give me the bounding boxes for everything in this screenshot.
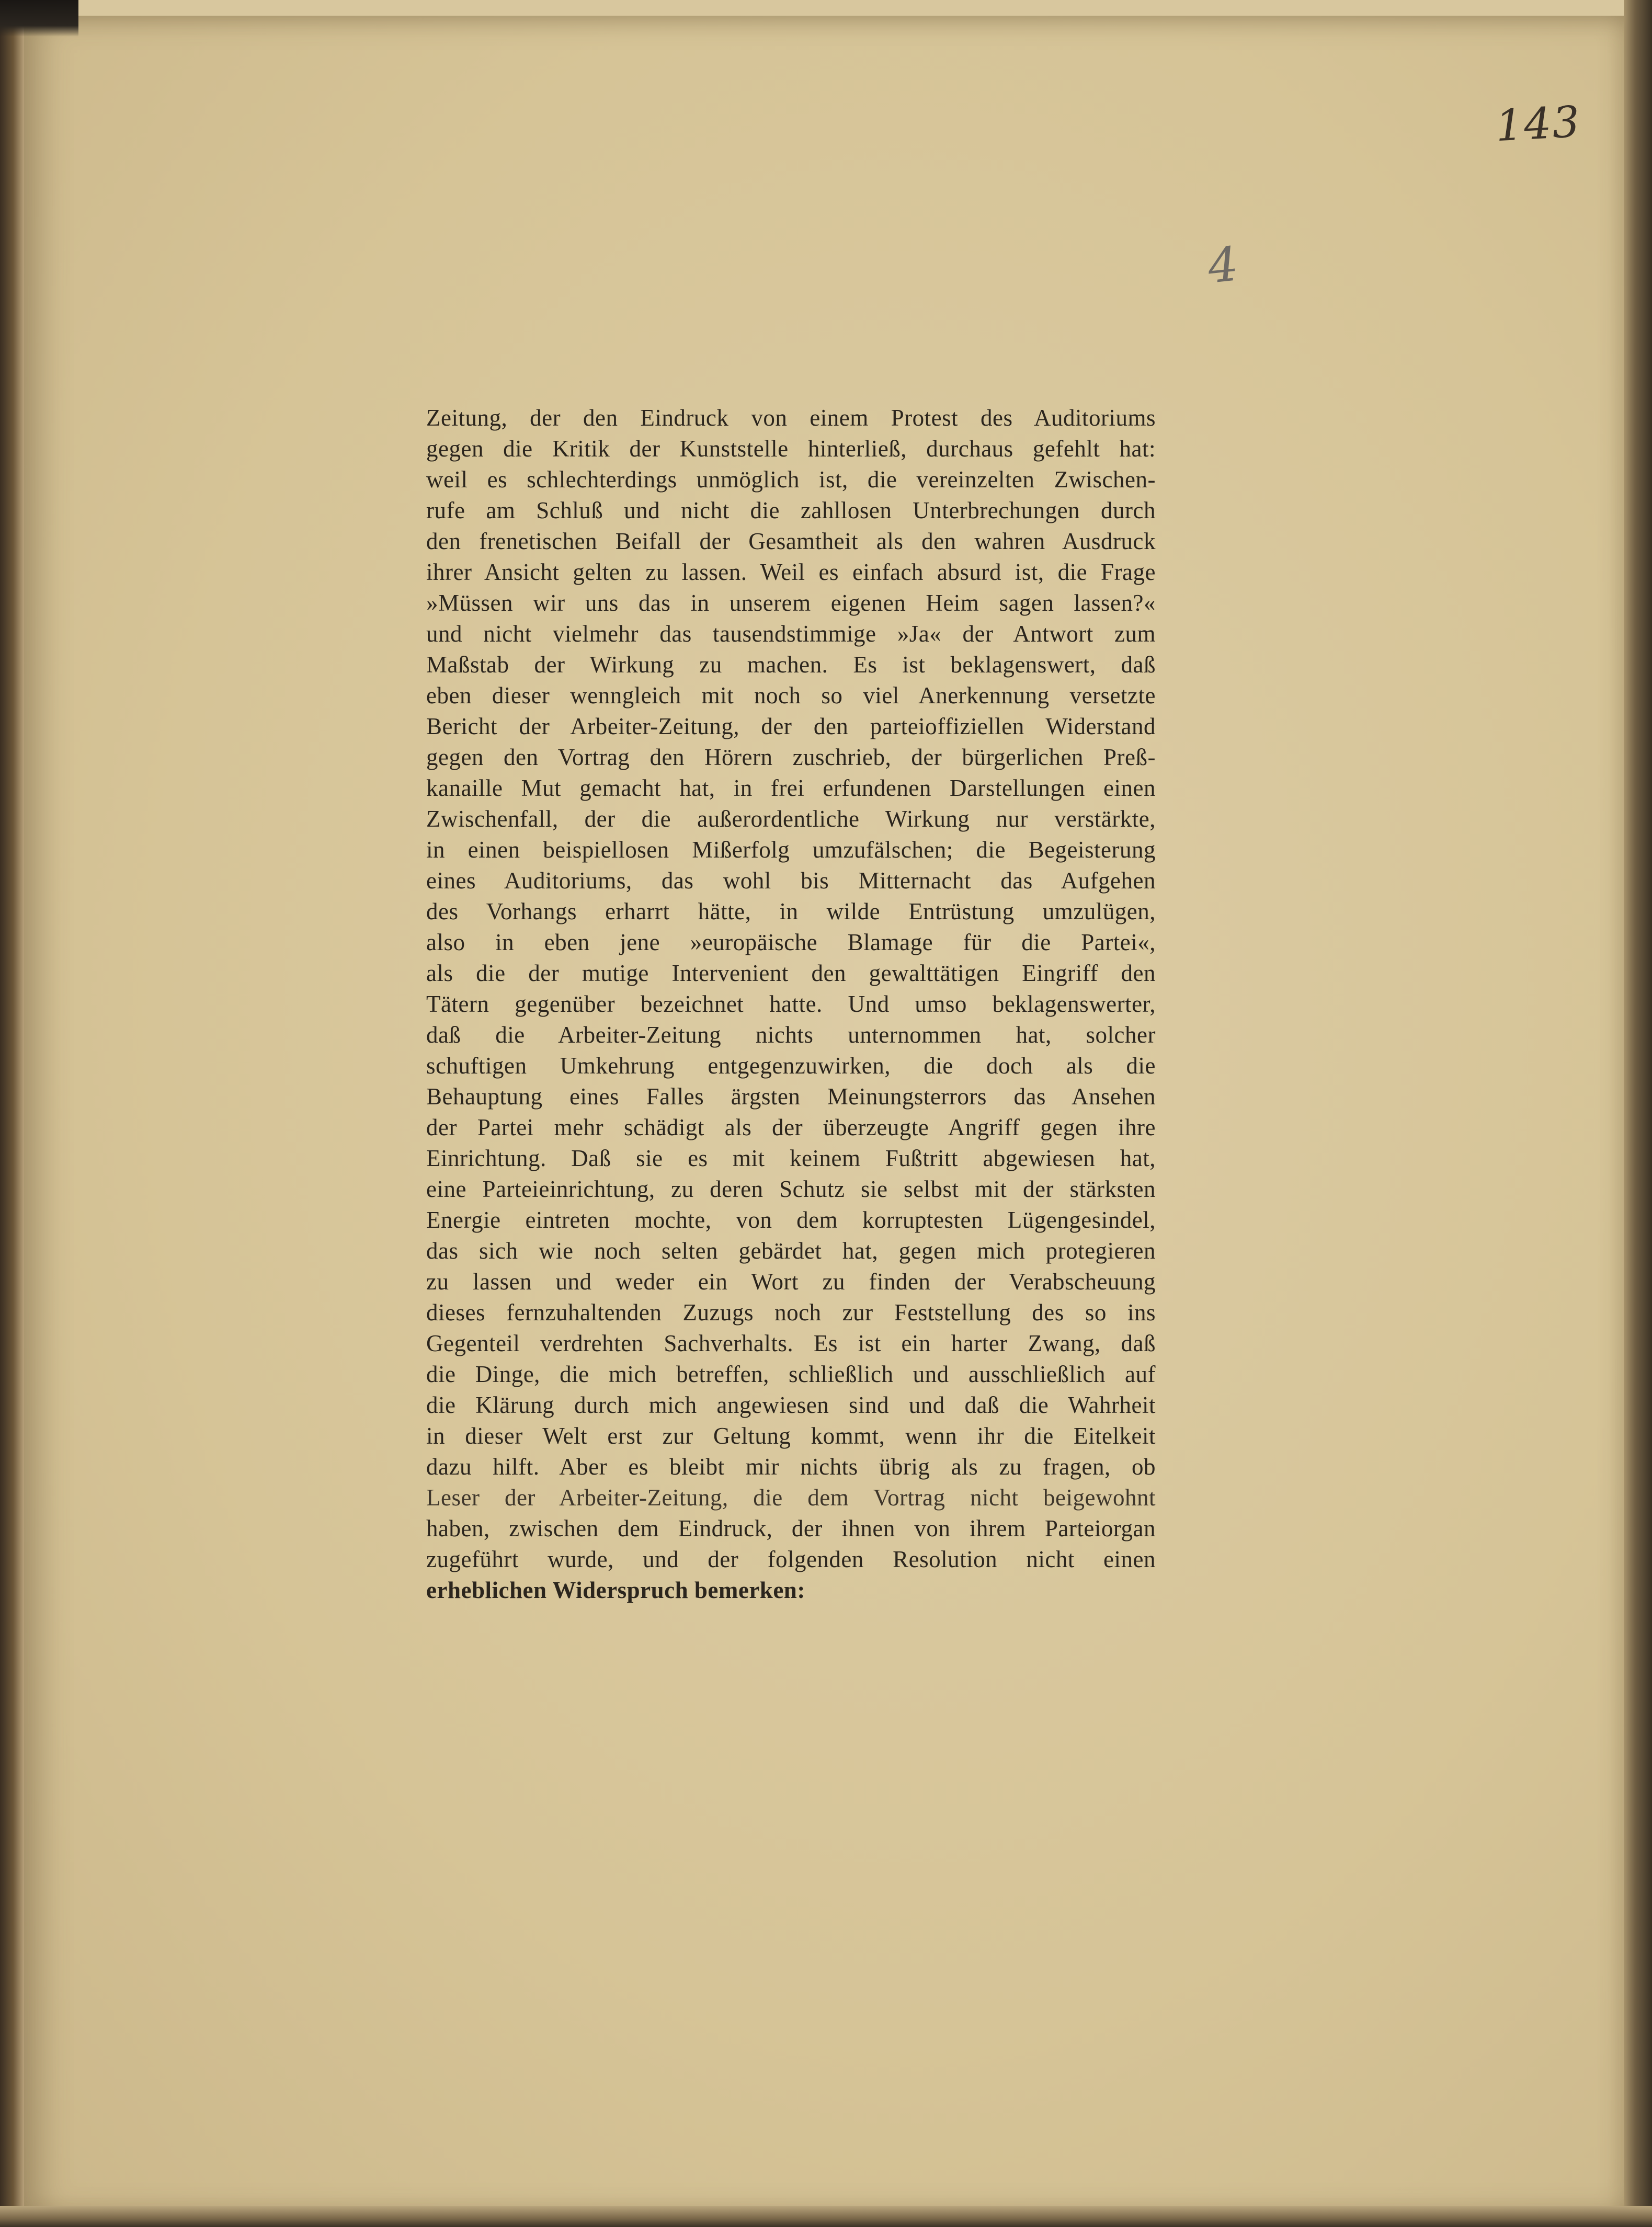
text-line: Zeitung, der den Eindruck von einem Protest des Auditoriums [426,405,1156,431]
book-binding [0,0,24,2227]
handwritten-leaf-mark: 4 [1205,236,1241,294]
text-line: Einrichtung. Daß sie es mit keinem Fußtritt abgewiesen hat, [426,1145,1156,1171]
text-line: eben dieser wenngleich mit noch so viel Anerkennung versetzte [426,682,1156,709]
text-line: der Partei mehr schädigt als der überzeugte Angriff gegen ihre [426,1114,1156,1140]
text-line: in dieser Welt erst zur Geltung kommt, wenn ihr die Eitelkeit [426,1423,1156,1449]
text-line: dieses fernzuhaltenden Zuzugs noch zur Feststellung des so ins [426,1299,1156,1326]
text-line: in einen beispiellosen Mißerfolg umzufälschen; die Begeisterung [426,837,1156,863]
body-text [426,403,1156,1606]
text-line: die Klärung durch mich angewiesen sind und daß die Wahrheit [426,1392,1156,1418]
text-line: kanaille Mut gemacht hat, in frei erfundenen Darstellungen einen [426,775,1156,801]
text-line: den frenetischen Beifall der Gesamtheit als den wahren Ausdruck [426,528,1156,554]
text-line: die Dinge, die mich betreffen, schließlich und ausschließlich auf [426,1361,1156,1387]
text-line: schuftigen Umkehrung entgegenzuwirken, die doch als die [426,1053,1156,1079]
text-line: des Vorhangs erharrt hätte, in wilde Entrüstung umzulügen, [426,898,1156,924]
text-line: ihrer Ansicht gelten zu lassen. Weil es einfach absurd ist, die Frage [426,559,1156,585]
text-line: zugeführt wurde, und der folgenden Resolution nicht einen [426,1546,1156,1572]
text-line: Energie eintreten mochte, von dem korruptesten Lügengesindel, [426,1207,1156,1233]
text-line: eines Auditoriums, das wohl bis Mitternacht das Aufgehen [426,867,1156,894]
text-line: gegen die Kritik der Kunststelle hinterließ, durchaus gefehlt hat: [426,436,1156,462]
text-line: gegen den Vortrag den Hörern zuschrieb, der bürgerlichen Preß- [426,744,1156,770]
text-line: Zwischenfall, der die außerordentliche Wirkung nur verstärkte, [426,806,1156,832]
text-line: also in eben jene »europäische Blamage für die Partei«, [426,929,1156,955]
text-line: eine Parteieinrichtung, zu deren Schutz sie selbst mit der stärksten [426,1176,1156,1202]
text-line: Bericht der Arbeiter-Zeitung, der den parteioffiziellen Widerstand [426,713,1156,739]
text-line-final: erheblichen Widerspruch bemerken: [426,1577,805,1603]
text-line: Maßstab der Wirkung zu machen. Es ist beklagenswert, daß [426,652,1156,678]
text-line: als die der mutige Intervenient den gewalttätigen Eingriff den [426,960,1156,986]
text-line: rufe am Schluß und nicht die zahllosen Unterbrechungen durch [426,497,1156,523]
page-edge-right [1624,0,1652,2227]
text-line: Gegenteil verdrehten Sachverhalts. Es ist ein harter Zwang, daß [426,1330,1156,1356]
text-line: das sich wie noch selten gebärdet hat, gegen mich protegieren [426,1238,1156,1264]
text-line: »Müssen wir uns das in unserem eigenen Heim sagen lassen?« [426,590,1156,616]
text-line: weil es schlechterdings unmöglich ist, die vereinzelten Zwischen- [426,466,1156,493]
text-line: und nicht vielmehr das tausendstimmige »Ja« der Antwort zum [426,621,1156,647]
text-line: dazu hilft. Aber es bleibt mir nichts übrig als zu fragen, ob [426,1454,1156,1480]
text-line: haben, zwischen dem Eindruck, der ihnen von ihrem Parteiorgan [426,1515,1156,1541]
text-line: daß die Arbeiter-Zeitung nichts unternommen hat, solcher [426,1022,1156,1048]
text-line: Behauptung eines Falles ärgsten Meinungsterrors das Ansehen [426,1083,1156,1110]
handwritten-folio-number: 143 [1494,97,1582,152]
text-line: zu lassen und weder ein Wort zu finden der Verabscheuung [426,1269,1156,1295]
binding-corner [0,0,78,37]
text-line: Tätern gegenüber bezeichnet hatte. Und umso beklagenswerter, [426,991,1156,1017]
text-line: Leser der Arbeiter-Zeitung, die dem Vortrag nicht beigewohnt [426,1484,1156,1511]
page-edge-bottom [0,2206,1652,2227]
